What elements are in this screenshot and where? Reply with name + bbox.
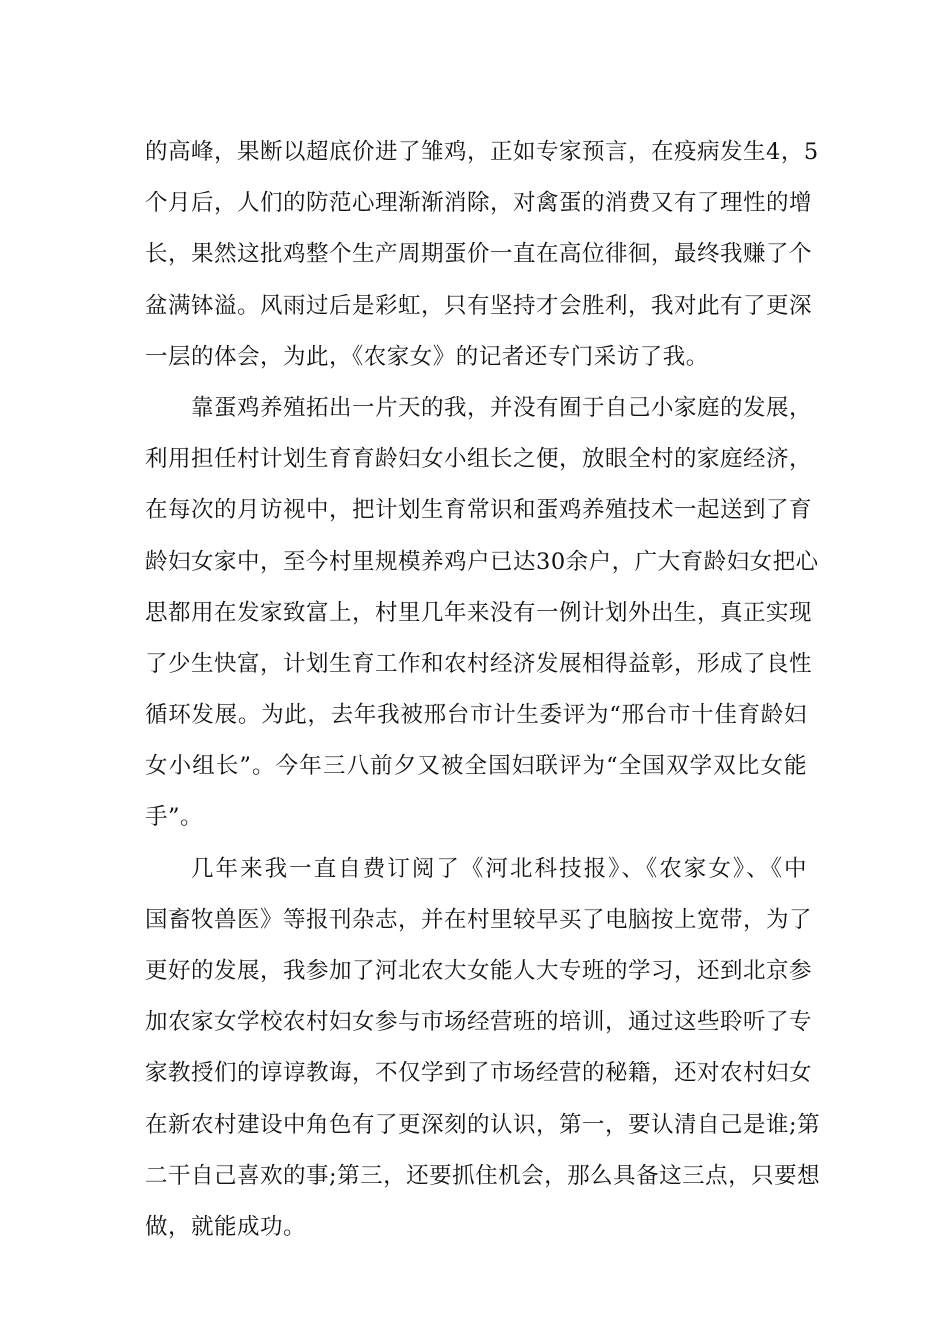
text-line: 女小组长”。今年三八前夕又被全国妇联评为“全国双学双比女能 xyxy=(145,753,807,780)
text-line: 的高峰，果断以超底价进了雏鸡，正如专家预言，在疫病发生4，5 xyxy=(145,139,819,165)
text-line: 龄妇女家中，至今村里规模养鸡户已达30余户，广大育龄妇女把心 xyxy=(145,548,819,575)
text-line: 家教授们的谆谆教诲，不仅学到了市场经营的秘籍，还对农村妇女 xyxy=(145,1060,813,1087)
text-line: 利用担任村计划生育育龄妇女小组长之便，放眼全村的家庭经济， xyxy=(145,446,813,473)
text-line: 更好的发展，我参加了河北农大女能人大专班的学习，还到北京参 xyxy=(145,958,813,984)
text-line: 了少生快富，计划生育工作和农村经济发展相得益彰，形成了良性 xyxy=(145,650,813,677)
text-line: 盆满钵溢。风雨过后是彩虹，只有坚持才会胜利，我对此有了更深 xyxy=(145,292,813,319)
text-line: 个月后，人们的防范心理渐渐消除，对禽蛋的消费又有了理性的增 xyxy=(145,190,813,217)
paragraph-start-line: 几年来我一直自费订阅了《河北科技报》、《农家女》、《中 xyxy=(191,855,807,882)
text-line: 长，果然这批鸡整个生产周期蛋价一直在高位徘徊，最终我赚了个 xyxy=(145,241,813,268)
text-line: 思都用在发家致富上，村里几年来没有一例计划外出生，真正实现 xyxy=(145,599,813,626)
text-line: 在新农村建设中角色有了更深刻的认识，第一，要认清自己是谁;第 xyxy=(145,1111,821,1138)
text-line: 国畜牧兽医》等报刊杂志，并在村里较早买了电脑按上宽带，为了 xyxy=(145,906,813,933)
body-text xyxy=(145,127,821,1253)
text-line: 做，就能成功。 xyxy=(145,1213,307,1240)
text-line: 二干自己喜欢的事;第三，还要抓住机会，那么具备这三点，只要想 xyxy=(145,1162,821,1189)
text-line: 在每次的月访视中，把计划生育常识和蛋鸡养殖技术一起送到了育 xyxy=(145,497,813,524)
text-line: 加农家女学校农村妇女参与市场经营班的培训，通过这些聆听了专 xyxy=(145,1009,813,1036)
paragraph-start-line: 靠蛋鸡养殖拓出一片天的我，并没有囿于自己小家庭的发展， xyxy=(191,394,813,421)
text-line: 一层的体会，为此，《农家女》的记者还专门采访了我。 xyxy=(145,343,709,370)
text-line: 手”。 xyxy=(145,804,204,831)
text-line: 循环发展。为此，去年我被邢台市计生委评为“邢台市十佳育龄妇 xyxy=(145,702,807,729)
